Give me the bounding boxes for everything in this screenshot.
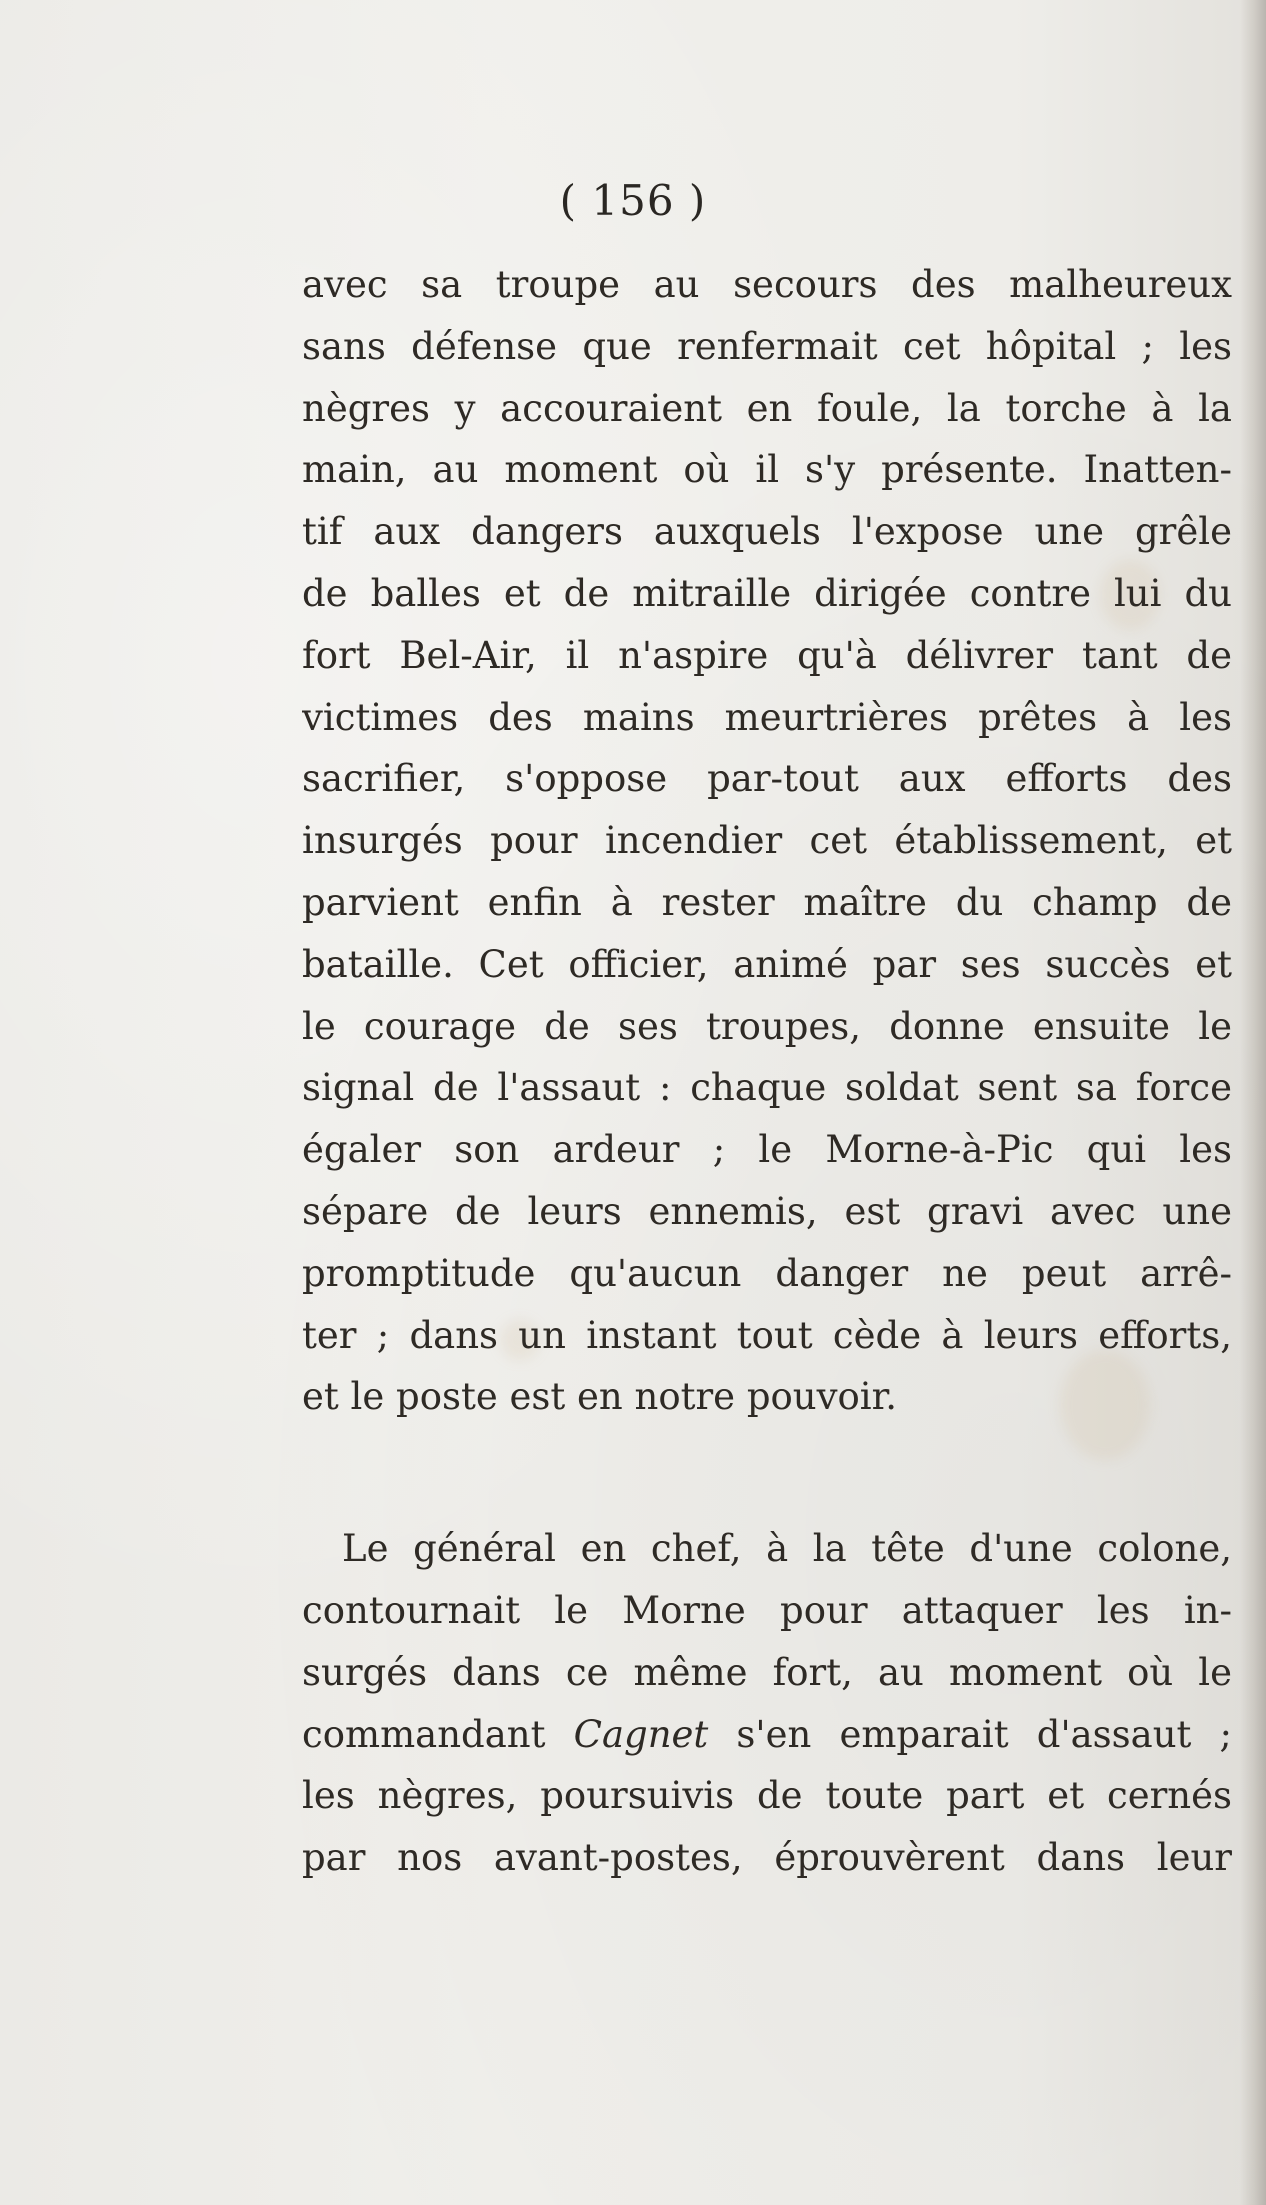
text-line: parvient enfin à rester maître du champ de bbox=[302, 880, 1232, 924]
text-line bbox=[302, 1704, 1232, 1766]
page-number: ( 156 ) bbox=[559, 176, 707, 225]
text-line: de balles et de mitraille dirigée contre lui du bbox=[302, 571, 1232, 615]
text-line: promptitude qu'aucun danger ne peut arrê- bbox=[302, 1251, 1232, 1295]
paragraph-1 bbox=[302, 254, 1232, 1428]
italic-name: Cagnet bbox=[573, 1712, 709, 1756]
text-fragment: s'en emparait d'assaut ; bbox=[708, 1712, 1232, 1756]
paragraph-gap bbox=[302, 1428, 1232, 1518]
text-line: par nos avant-postes, éprouvèrent dans leur bbox=[302, 1836, 1232, 1880]
text-line: victimes des mains meurtrières prêtes à les bbox=[302, 695, 1232, 739]
text-line: tif aux dangers auxquels l'expose une grêle bbox=[302, 510, 1232, 554]
text-line: signal de l'assaut : chaque soldat sent sa force bbox=[302, 1066, 1232, 1110]
body-text bbox=[302, 254, 1232, 1889]
text-line: Le général en chef, à la tête d'une colone, bbox=[342, 1527, 1232, 1571]
text-line: les nègres, poursuivis de toute part et cernés bbox=[302, 1774, 1232, 1818]
text-line: nègres y accouraient en foule, la torche à la bbox=[302, 386, 1232, 430]
text-line: le courage de ses troupes, donne ensuite le bbox=[302, 1004, 1232, 1048]
text-line: sacrifier, s'oppose par-tout aux efforts des bbox=[302, 757, 1232, 801]
text-line: avec sa troupe au secours des malheureux bbox=[302, 263, 1232, 306]
paragraph-2 bbox=[302, 1518, 1232, 1889]
page-edge-shadow bbox=[1240, 0, 1266, 2205]
text-line: égaler son ardeur ; le Morne-à-Pic qui les bbox=[302, 1128, 1232, 1172]
text-line: insurgés pour incendier cet établissement, et bbox=[302, 819, 1232, 863]
text-fragment: commandant bbox=[302, 1712, 574, 1756]
text-line: surgés dans ce même fort, au moment où le bbox=[302, 1650, 1232, 1694]
text-line: fort Bel-Air, il n'aspire qu'à délivrer tant de bbox=[302, 633, 1232, 677]
text-line: main, au moment où il s'y présente. Inatten- bbox=[302, 448, 1232, 492]
text-line: bataille. Cet officier, animé par ses succès et bbox=[302, 942, 1232, 986]
text-line: et le poste est en notre pouvoir. bbox=[302, 1375, 897, 1419]
text-line: contournait le Morne pour attaquer les in- bbox=[302, 1588, 1232, 1632]
text-line: sépare de leurs ennemis, est gravi avec une bbox=[302, 1189, 1232, 1233]
text-line: sans défense que renfermait cet hôpital ; les bbox=[302, 324, 1232, 368]
text-line: ter ; dans un instant tout cède à leurs efforts, bbox=[302, 1313, 1232, 1357]
